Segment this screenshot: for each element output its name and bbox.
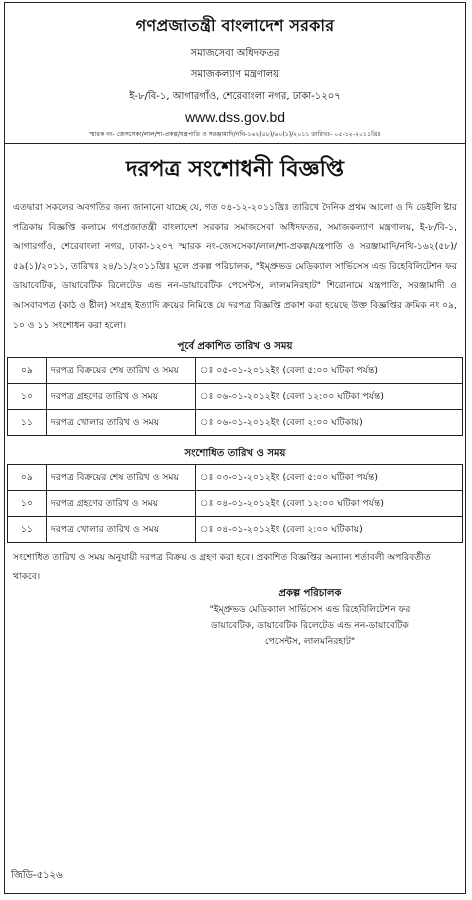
schedule-item: দরপত্র বিক্রয়ের শেষ তারিখ ও সময় (47, 358, 196, 384)
signatory-project-line: পেসেন্টস, লালমনিরহাট" (264, 636, 356, 648)
signatory-project-line: ডায়াবেটিক, ডায়াবেটিক রিলেটেড এন্ড নন-ডায়াবেটিক (210, 620, 409, 632)
notice-body: এতদ্বারা সকলের অবগতির জন্য জানানো যাচ্ছে যে, গত ০৪-১২-২০১১খ্রিঃ তারিখে দৈনিক প্রথম আলো ও দি ডেইলি ষ্টার পত্রিকায় বিজ্ঞপ্তি কলামে গণপ্রজাতন্ত্রী বাংলাদেশ সরকার সমাজসেবা অধিদফতর, সমাজকল্যাণ মন্ত্রণালয়, ই-৮/বি-১, আগারগাঁও, শেরেবাংলা নগর, ঢাকা-১২০৭ স্মারক নং-জেসসেকা/লাল/শা-প্রকল্প/যন্ত্রপাতি ও সরঞ্জামাদি/নথি-১৬২(৫৮)/৫৯(১)/২০১১, তারিখঃ ২৪/১১/২০১১খ্রিঃ মূলে প্রকল্প পরিচালক, "ইম্প্রুভড মেডিক্যাল সার্ভিসেস এন্ড রিহেবিলিটেশন ফর ডায়াবেটিক, ডায়াবেটিক রিলেটেড এন্ড নন-ডায়াবেটিক পেসেন্টস, লালমনিরহাট" শিরোনামে যন্ত্রপাতি, সরঞ্জামাদী ও আসবাবপত্র (কাঠ ও ষ্টীল) সংগ্রহ ইত্যাদি ক্রয়ের নিমিত্তে যে দরপত্র বিজ্ঞপ্তি প্রকাশ করা হয়েছে উক্ত বিজ্ঞপ্তির ক্রমিক নং ০৯, ১০ ও ১১ সংশোধন করা হলো। (13, 202, 457, 331)
revised-heading: সংশোধিত তারিখ ও সময় (184, 448, 286, 460)
signatory-title: প্রকল্প পরিচালক (278, 588, 342, 600)
schedule-value: ঃ ০৪-০১-২০১২ইং (বেলা ২:০০ ঘটিকায়) (196, 517, 463, 543)
schedule-item: দরপত্র খোলার তারিখ ও সময় (47, 517, 196, 543)
serial-number: ০৯ (8, 465, 47, 491)
table-row (8, 358, 463, 384)
schedule-value: ঃ ০৪-০১-২০১২ইং (বেলা ১২:০০ ঘটিকা পর্যন্ত) (196, 491, 463, 517)
gd-code: জিডি-৫১২৬ (11, 870, 63, 881)
previous-schedule-table (7, 357, 463, 436)
government-name: গণপ্রজাতন্ত্রী বাংলাদেশ সরকার (135, 16, 335, 35)
table-row (8, 517, 463, 543)
serial-number: ১০ (8, 384, 47, 410)
signatory-project-line: "ইম্প্রুভড মেডিক্যাল সার্ভিসেস এন্ড রিহেবিলিটেশন ফর (209, 604, 411, 616)
schedule-value: ঃ ০৩-০১-২০১২ইং (বেলা ৫:০০ ঘটিকা পর্যন্ত) (196, 465, 463, 491)
website-link[interactable]: www.dss.gov.bd (184, 109, 286, 125)
footer-note: সংশোধিত তারিখ ও সময় অনুযায়ী দরপত্র বিক্রয় ও গ্রহণ করা হবে। প্রকাশিত বিজ্ঞপ্তির অন্যান্য শর্তাবলী অপরিবর্তীত থাকবে। (13, 552, 431, 583)
department-name: সমাজসেবা অধিদফতর (190, 48, 280, 59)
schedule-item: দরপত্র খোলার তারিখ ও সময় (47, 410, 196, 436)
serial-number: ০৯ (8, 358, 47, 384)
serial-number: ১০ (8, 491, 47, 517)
table-row (8, 384, 463, 410)
schedule-item: দরপত্র গ্রহণের তারিখ ও সময় (47, 384, 196, 410)
schedule-item: দরপত্র বিক্রয়ের শেষ তারিখ ও সময় (47, 465, 196, 491)
ministry-name: সমাজকল্যাণ মন্ত্রণালয় (190, 69, 280, 80)
schedule-item: দরপত্র গ্রহণের তারিখ ও সময় (47, 491, 196, 517)
signature-block (155, 586, 465, 650)
divider (5, 143, 465, 144)
header (5, 13, 465, 125)
table-row (8, 491, 463, 517)
serial-number: ১১ (8, 410, 47, 436)
schedule-value: ঃ ০৬-০১-২০১২ইং (বেলা ১২:০০ ঘটিকা পর্যন্ত) (196, 384, 463, 410)
previous-heading: পূর্বে প্রকাশিত তারিখ ও সময় (177, 341, 293, 353)
table-row (8, 410, 463, 436)
serial-number: ১১ (8, 517, 47, 543)
revised-schedule-table (7, 464, 463, 543)
notice-page (4, 2, 466, 894)
schedule-value: ঃ ০৫-০১-২০১২ইং (বেলা ৫:০০ ঘটিকা পর্যন্ত) (196, 358, 463, 384)
schedule-value: ঃ ০৬-০১-২০১২ইং (বেলা ২:০০ ঘটিকায়) (196, 410, 463, 436)
memo-reference: স্মারক নং- জেসসেকা/লাল/শা-প্রকল্প/যন্ত্রপাতি ও সরঞ্জামাদি/নথি-১৬২(৫৮)/৬০(১)/২০১১ তারিখঃ- ০৫-১২-২০১১খ্রিঃ (89, 131, 381, 138)
office-address: ই-৮/বি-১, আগারগাঁও, শেরেবাংলা নগর, ঢাকা-১২০৭ (129, 91, 341, 102)
notice-title: দরপত্র সংশোধনী বিজ্ঞপ্তি (125, 157, 345, 182)
table-row (8, 465, 463, 491)
